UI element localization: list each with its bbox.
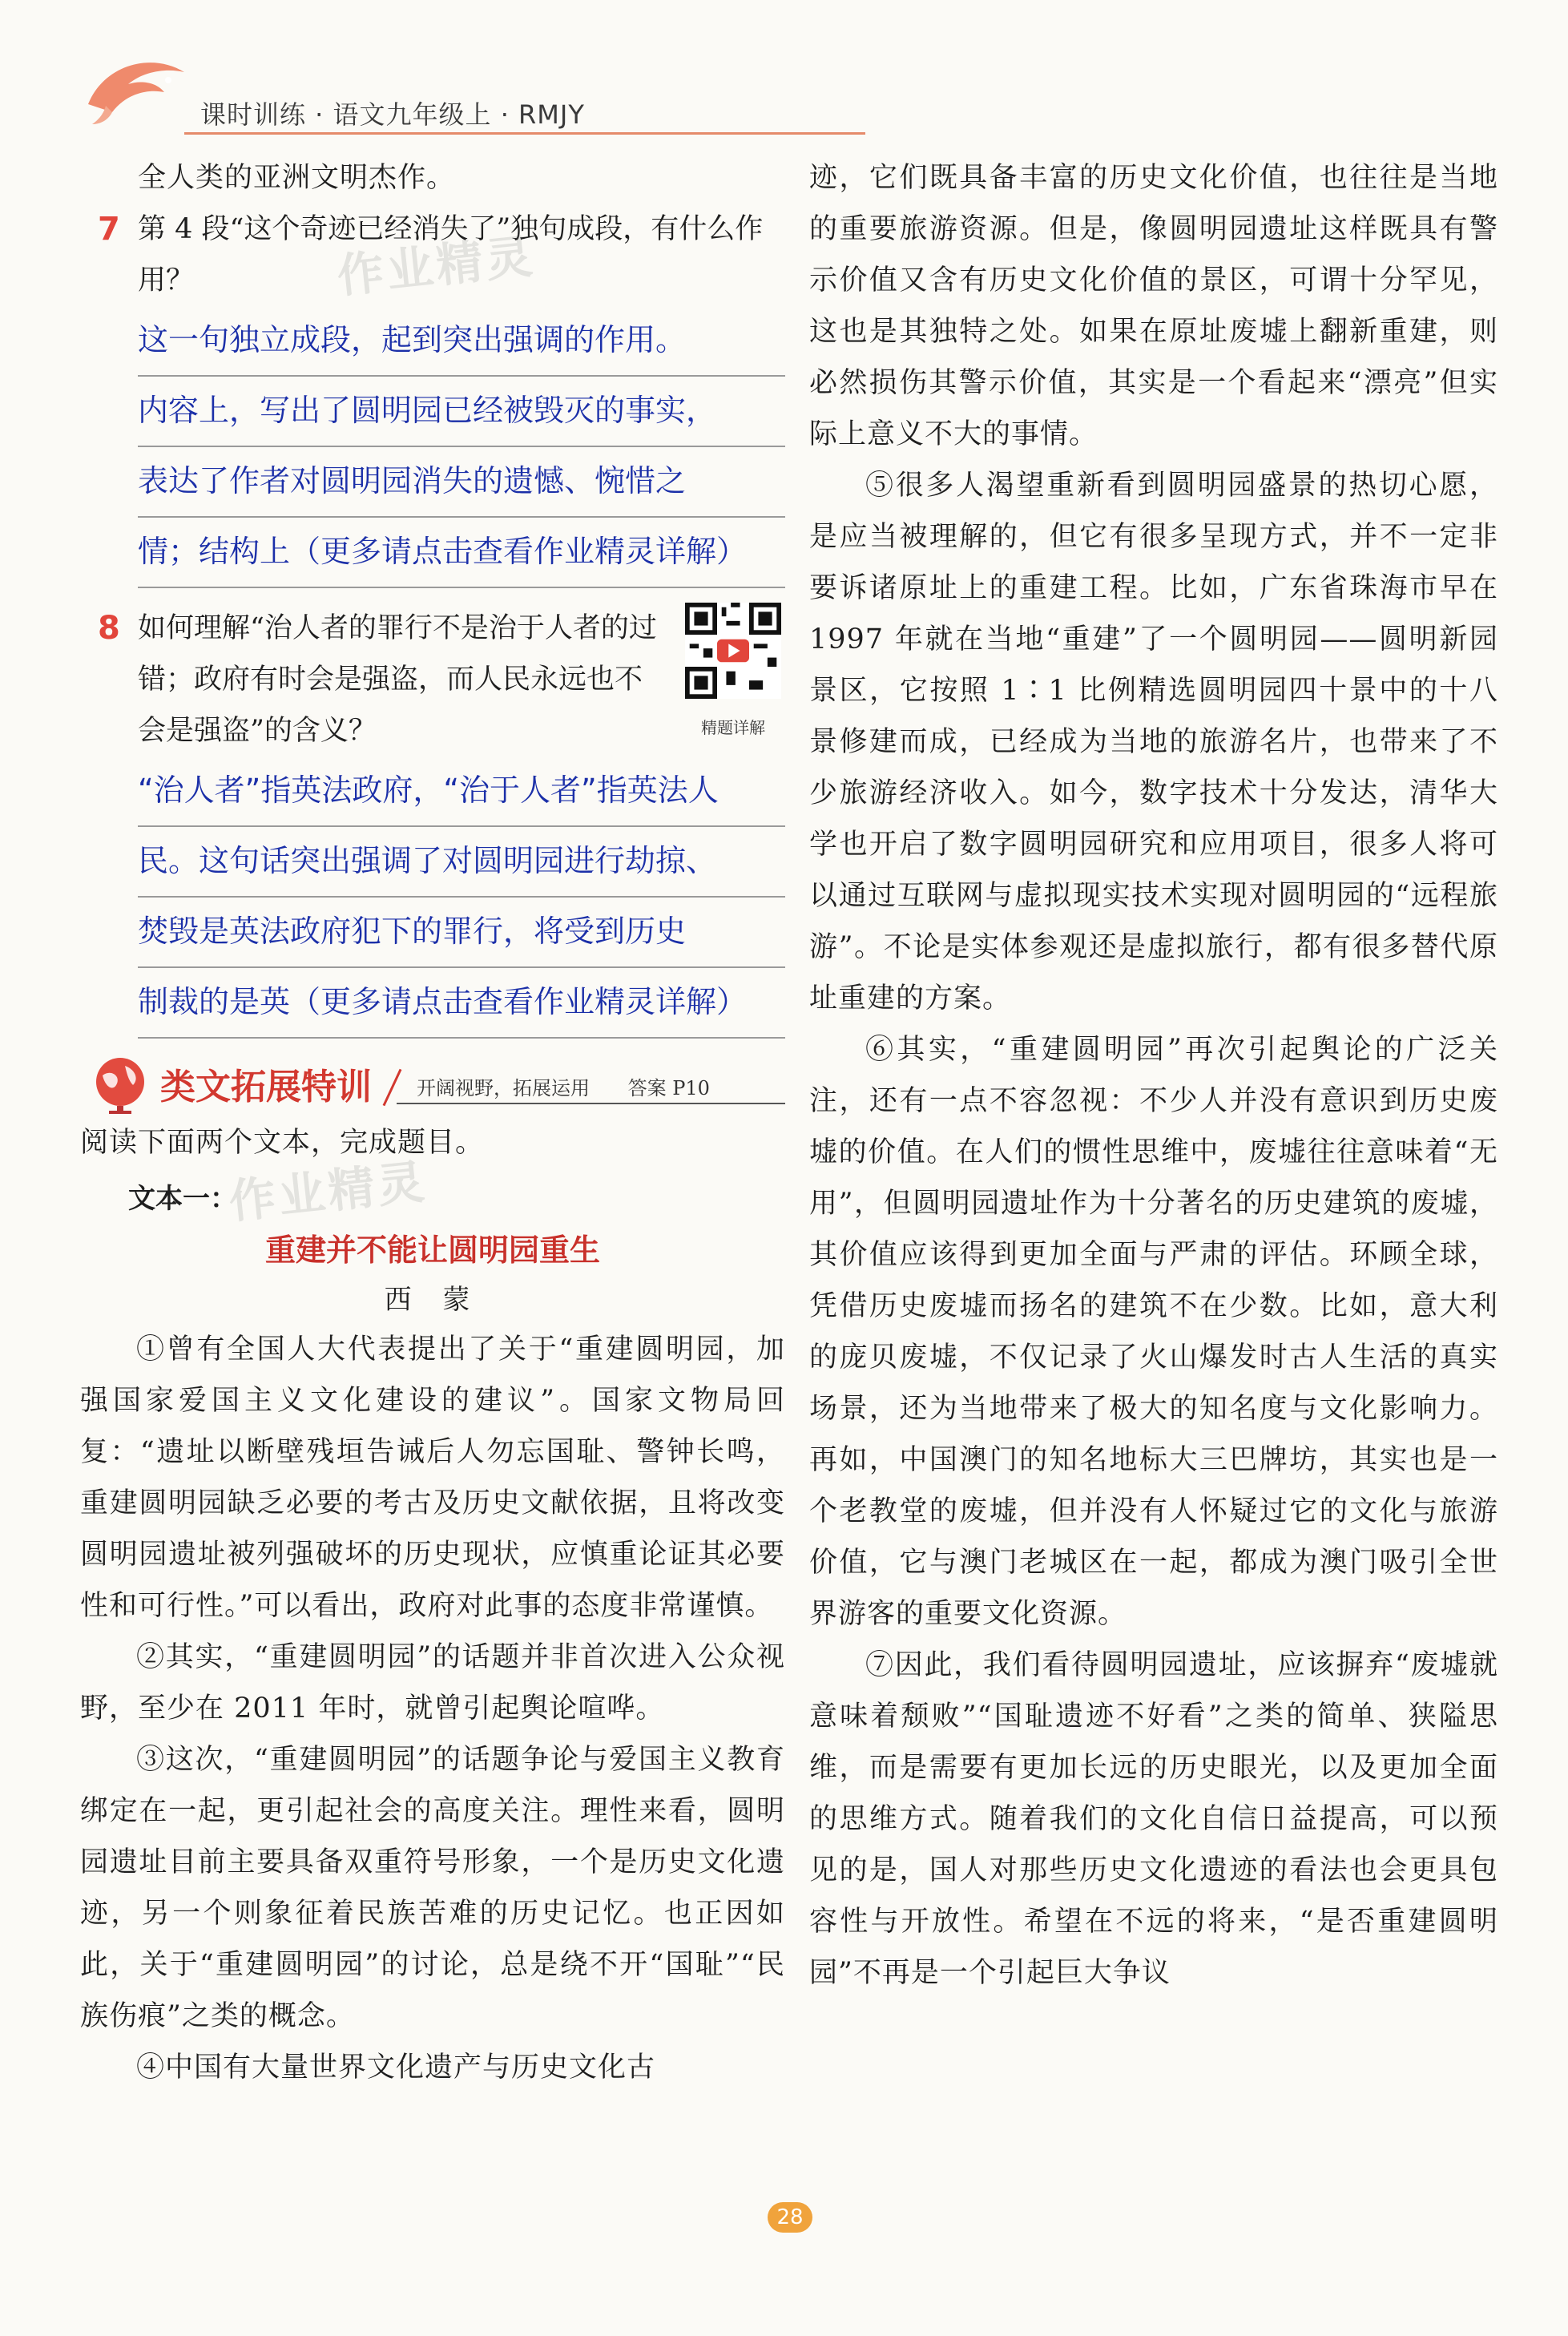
answer-line: “治人者”指英法政府，“治于人者”指英法人 xyxy=(138,756,785,827)
paragraph: ③这次，“重建圆明园”的话题争论与爱国主义教育绑定在一起，更引起社会的高度关注。理性来看，圆明园遗址目前主要具备双重符号形象，一个是历史文化遗迹，另一个则象征着民族苦难的历史记忆。也正因如此，关于“重建圆明园”的讨论，总是绕不开“国耻”“民族伤痕”之类的概念。 xyxy=(80,1744,785,2032)
answer-line: 焚毁是英法政府犯下的罪行，将受到历史 xyxy=(138,898,785,968)
section-subtitle xyxy=(417,1072,710,1100)
paragraph: 迹，它们既具备丰富的历史文化价值，也往往是当地的重要旅游资源。但是，像圆明园遗址这样既具有警示价值又含有历史文化价值的景区，可谓十分罕见，这也是其独特之处。如果在原址废墟上翻新重建，则必然损伤其警示价值，其实是一个看起来“漂亮”但实际上意义不大的事情。 xyxy=(809,162,1498,450)
answer-line: 这一句独立成段，起到突出强调的作用。 xyxy=(138,306,785,377)
section-title: 类文拓展特训 xyxy=(160,1067,372,1107)
globe-icon xyxy=(88,1051,152,1116)
answer-line: 内容上，写出了圆明园已经被毁灭的事实， xyxy=(138,377,785,447)
question-text: 如何理解“治人者的罪行不是治于人者的过错；政府有时会是强盗，而人民永远也不会是强盗”的含义？ xyxy=(138,612,657,747)
paragraph: ⑥其实，“重建圆明园”再次引起舆论的广泛关注，还有一点不容忽视：不少人并没有意识到历史废墟的价值。在人们的惯性思维中，废墟往往意味着“无用”，但圆明园遗址作为十分著名的历史建筑的废墟，其价值应该得到更加全面与严肃的评估。环顾全球，凭借历史废墟而扬名的建筑不在少数。比如，意大利的庞贝废墟，不仅记录了火山爆发时古人生活的真实场景，还为当地带来了极大的知名度与文化影响力。再如，中国澳门的知名地标大三巴牌坊，其实也是一个老教堂的废墟，但并没有人怀疑过它的文化与旅游价值，它与澳门老城区在一起，都成为澳门吸引全世界游客的重要文化资源。 xyxy=(809,1034,1498,1630)
question-number: 7 xyxy=(98,211,120,248)
answer-line[interactable]: 情；结构上（更多请点击查看作业精灵详解） xyxy=(138,518,785,588)
page-header xyxy=(80,48,1522,136)
intro-line: 全人类的亚洲文明杰作。 xyxy=(138,162,456,194)
qr-code-block[interactable] xyxy=(681,603,785,753)
qr-label: 精题详解 xyxy=(701,718,765,737)
banner-rule xyxy=(397,1103,785,1104)
paragraph: ⑦因此，我们看待圆明园遗址，应该摒弃“废墟就意味着颓败”“国耻遗迹不好看”之类的简单、狭隘思维，而是需要有更加长远的历史眼光，以及更加全面的思维方式。随着我们的文化自信日益提高，可以预见的是，国人对那些历史文化遗迹的看法也会更具包容性与开放性。希望在不远的将来，“是否重建圆明园”不再是一个引起巨大争议 xyxy=(809,1649,1498,1989)
page-number: 28 xyxy=(768,2202,812,2233)
section-banner xyxy=(80,1050,785,1117)
answer-reference: 答案 P10 xyxy=(627,1077,710,1099)
qr-code-icon[interactable] xyxy=(685,603,781,699)
dolphin-logo-icon xyxy=(80,48,208,136)
answer-7 xyxy=(138,306,785,588)
article-author: 西 蒙 xyxy=(384,1284,482,1316)
header-title: 课时训练 · 语文九年级上 · RMJY xyxy=(200,99,585,130)
section-subtitle-text: 开阔视野，拓展运用 xyxy=(417,1077,590,1099)
question-number: 8 xyxy=(98,610,120,647)
answer-line: 表达了作者对圆明园消失的遗憾、惋惜之 xyxy=(138,447,785,518)
header-rule xyxy=(184,132,865,135)
text-label: 文本一： xyxy=(128,1183,237,1215)
instruction: 阅读下面两个文本，完成题目。 xyxy=(80,1127,485,1159)
answer-line: 民。这句话突出强调了对圆明园进行劫掠、 xyxy=(138,827,785,898)
watermark: 作业精灵 xyxy=(334,228,538,304)
banner-slash xyxy=(383,1069,402,1107)
article-title: 重建并不能让圆明园重生 xyxy=(264,1233,600,1268)
paragraph: ②其实，“重建圆明园”的话题并非首次进入公众视野，至少在 2011 年时，就曾引起舆论喧哗。 xyxy=(80,1641,785,1725)
watermark: 作业精灵 xyxy=(226,1154,430,1229)
paragraph: ①曾有全国人大代表提出了关于“重建圆明园，加强国家爱国主义文化建设的建议”。国家文物局回复：“遗址以断壁残垣告诫后人勿忘国耻、警钟长鸣，重建圆明园缺乏必要的考古及历史文献依据，且将改变圆明园遗址被列强破坏的历史现状，应慎重论证其必要性和可行性。”可以看出，政府对此事的态度非常谨慎。 xyxy=(80,1333,785,1622)
paragraph: ⑤很多人渴望重新看到圆明园盛景的热切心愿，是应当被理解的，但它有很多呈现方式，并不一定非要诉诸原址上的重建工程。比如，广东省珠海市早在 1997 年就在当地“重建”了一个圆明园——圆明新园景区，它按照 1∶1 比例精选圆明园四十景中的十八景修建而成，已经成为当地的旅游名片，也带来了不少旅游经济收入。如今，数字技术十分发达，清华大学也开启了数字圆明园研究和应用项目，很多人将可以通过互联网与虚拟现实技术实现对圆明园的“远程旅游”。不论是实体参观还是虚拟旅行，都有很多替代原址重建的方案。 xyxy=(809,470,1498,1015)
question-8 xyxy=(80,603,785,756)
left-column xyxy=(80,152,785,2093)
question-text: 第 4 段“这个奇迹已经消失了”独句成段，有什么作用？ xyxy=(138,213,764,297)
right-column xyxy=(809,152,1498,1999)
answer-8 xyxy=(138,756,785,1039)
paragraph: ④中国有大量世界文化遗产与历史文化古 xyxy=(136,2052,656,2084)
answer-line[interactable]: 制裁的是英（更多请点击查看作业精灵详解） xyxy=(138,968,785,1039)
